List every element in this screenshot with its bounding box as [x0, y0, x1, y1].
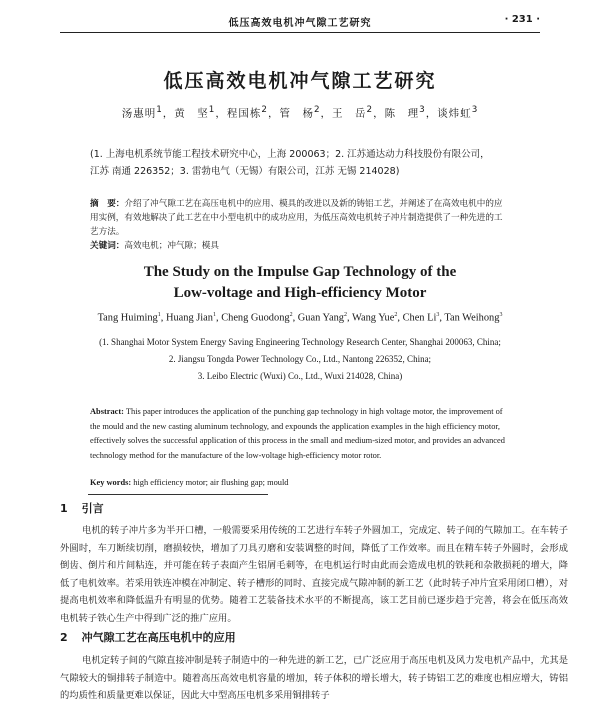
author-name: Huang Jian — [165, 312, 213, 324]
author-affiliation-mark: 2 — [366, 105, 374, 115]
author-affiliation-mark: 1 — [212, 312, 216, 318]
author-affiliation-mark: 3 — [499, 312, 503, 318]
keywords-label: 关键词： — [90, 241, 125, 251]
page-number: · 231 · — [504, 14, 540, 25]
section-title: 引言 — [81, 502, 104, 515]
affiliation-english — [40, 334, 560, 385]
running-title: 低压高效电机冲气隙工艺研究 — [228, 18, 372, 29]
keywords-text: 高效电机；冲气隙；模具 — [124, 241, 219, 251]
affiliation-line: (1. Shanghai Motor System Energy Saving Engineering Technology Research Center, Shanghai 200063, China; — [99, 337, 501, 347]
abstract-label: Abstract: — [90, 407, 124, 416]
section-paragraph: 电机的转子冲片多为半开口槽，一般需要采用传统的工艺进行车转子外圆加工，完成定、转子间的气隙加工。在车转子外圆时，车刀断续切削，磨损较快，增加了刀具刃磨和安装调整的时间，降低了工作效率。而且在精车转子外圆时，会形成倒齿、倒片和片间粘连，并可能在转子表面产生铝屑毛刺等，在电机运行时由此而会造成电机的铁耗和杂散损耗的增大，降低了电机效率。若采用铁连冲模在冲制定、转子槽形的同时、直接完成气隙冲制的新工艺（此时转子冲片宜采用闭口槽），对提高电机效率和降低温升有明显的优势。随着工艺装备技术水平的不断提高，该工艺目前已逐步趋于完善，将会在低压高效电机转子铁心生产中得到广泛的推广应用。 — [60, 525, 568, 624]
title-english — [0, 262, 600, 304]
author-name: 黄 坚 — [174, 107, 209, 120]
title-chinese: 低压高效电机冲气隙工艺研究 — [163, 70, 437, 92]
title-english-line: The Study on the Impulse Gap Technology of the — [143, 264, 457, 280]
authors-english: Tang Huiming$^1$, Huang Jian$^1$, Cheng Guodong$^2$, Guan Yang$^2$, Wang Yue$^2$, Chen Li$^3$, Tan Weihong$^3$ — [97, 312, 503, 324]
abstract-text: This paper introduces the application of the punching gap technology in high voltage motor, the improvement of the mould and the new casting aluminum technology, and expounds the application examples in the high efficiency motor, effectively solves the successful application of this process in the small and medium-sized motor, and provides an advanced technology method for the manufacture of the low-voltage high-efficiency motor rotor. — [90, 407, 505, 460]
author-name: 程国栋 — [226, 107, 262, 120]
section-heading — [60, 629, 236, 645]
author-name: Tan Weihong — [444, 312, 500, 324]
abstract-english — [90, 405, 505, 463]
author-affiliation-mark: 2 — [394, 312, 398, 318]
author-name: 王 岳 — [332, 107, 367, 120]
section-number: 2 — [60, 631, 68, 644]
author-affiliation-mark: 3 — [436, 312, 440, 318]
author-affiliation-mark: 2 — [261, 105, 268, 115]
section-paragraph: 电机定转子间的气隙直接冲制是转子制造中的一种先进的新工艺，已广泛应用于高压电机及风力发电机产品中，尤其是气隙较大的铜排转子制造中。随着高压高效电机容量的增加，转子体积的增长增大，转子铸铝工艺的难度也相应增大，铸铝的均质性和质量更难以保证，因此大中型高压电机多采用铜排转子 — [60, 655, 568, 701]
author-name: 管 杨 — [279, 107, 314, 120]
affiliation-line: 江苏 南通 226352；3. 雷勃电气（无锡）有限公司，江苏 无锡 214028) — [90, 166, 400, 177]
affiliation-line: (1. 上海电机系统节能工程技术研究中心，上海 200063；2. 江苏通达动力科技股份有限公司， — [90, 149, 490, 160]
authors-chinese: 汤惠明$^1$，黄 坚$^1$，程国栋$^2$，管 杨$^2$，王 岳$^2$，陈 理$^3$，谈炜虹$^3$ — [121, 105, 479, 120]
author-affiliation-mark: 3 — [419, 105, 426, 115]
author-name: Cheng Guodong — [221, 312, 290, 324]
section-number: 1 — [60, 502, 68, 515]
affiliation-chinese — [90, 146, 560, 180]
author-affiliation-mark: 2 — [289, 312, 293, 318]
author-affiliation-mark: 2 — [343, 312, 347, 318]
affiliation-line: 3. Leibo Electric (Wuxi) Co., Ltd., Wuxi 214028, China) — [197, 371, 403, 381]
author-affiliation-mark: 1 — [208, 105, 216, 115]
author-name: 汤惠明 — [121, 107, 157, 120]
section-title: 冲气隙工艺在高压电机中的应用 — [81, 631, 236, 644]
affiliation-line: 2. Jiangsu Tongda Power Technology Co., Ltd., Nantong 226352, China; — [168, 354, 432, 364]
author-name: Guan Yang — [297, 312, 344, 324]
author-affiliation-mark: 2 — [313, 105, 321, 115]
title-english-line: Low-voltage and High-efficiency Motor — [173, 285, 427, 301]
author-name: Tang Huiming — [97, 312, 158, 324]
divider — [88, 494, 268, 495]
running-header — [60, 14, 540, 33]
keywords-chinese — [90, 239, 505, 253]
author-affiliation-mark: 1 — [156, 105, 163, 115]
author-name: Chen Li — [402, 312, 437, 324]
abstract-label: 摘 要： — [90, 199, 125, 209]
section-heading — [60, 500, 104, 516]
author-name: 陈 理 — [384, 107, 420, 120]
keywords-text: high efficiency motor; air flushing gap; mould — [133, 478, 289, 487]
author-name: 谈炜虹 — [437, 107, 472, 120]
author-name: Wang Yue — [352, 312, 395, 324]
keywords-label: Key words: — [90, 478, 132, 487]
author-affiliation-mark: 3 — [471, 105, 479, 115]
author-affiliation-mark: 1 — [157, 312, 161, 318]
keywords-english — [90, 476, 505, 491]
abstract-text: 介绍了冲气隙工艺在高压电机中的应用、模具的改进以及新的铸铝工艺，并阐述了在高效电机中的应用实例，有效地解决了此工艺在中小型电机中的成功应用，为低压高效电机转子冲片制造提供了一种先进的工艺方法。 — [90, 199, 503, 237]
abstract-chinese — [90, 197, 505, 239]
